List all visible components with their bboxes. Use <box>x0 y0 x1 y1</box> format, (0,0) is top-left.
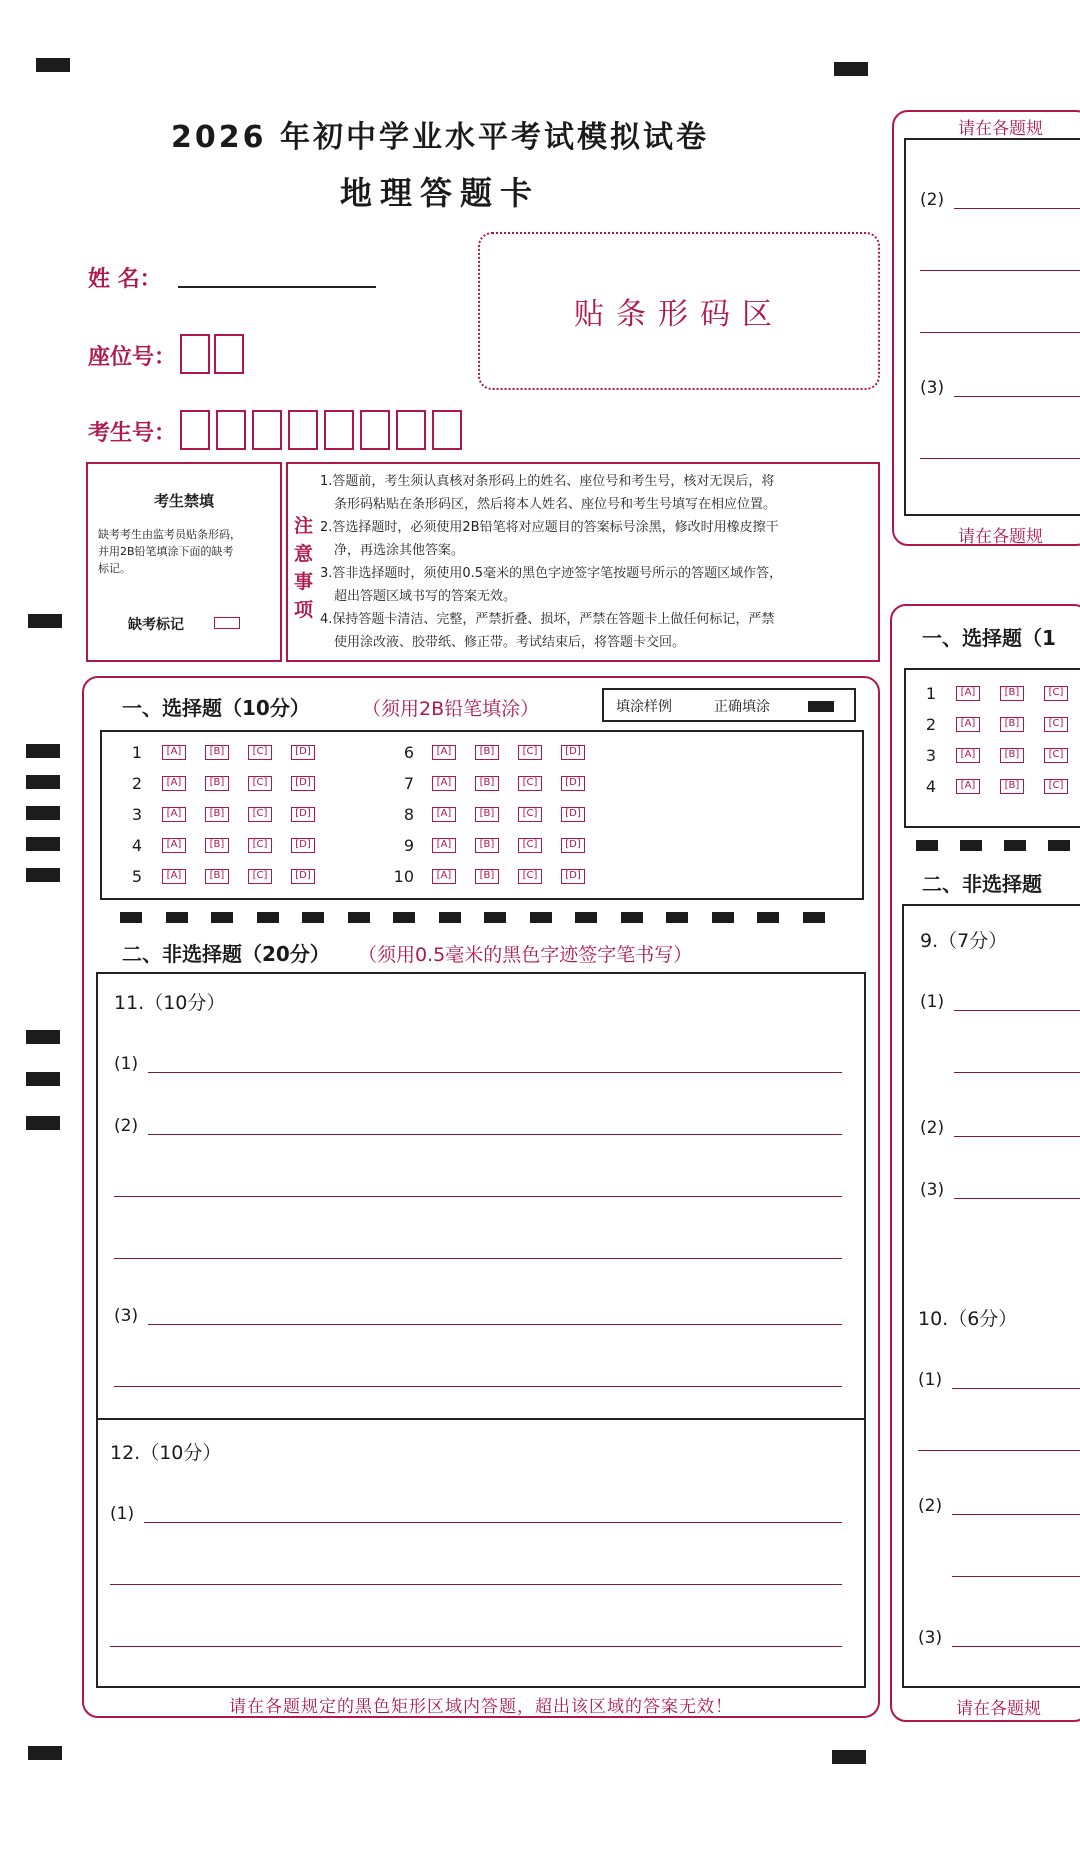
answer-line[interactable] <box>954 396 1080 397</box>
timing-dash <box>484 912 506 923</box>
q4-option-a[interactable]: [A] <box>162 838 186 853</box>
q12-part1-line[interactable] <box>144 1522 842 1523</box>
timing-dash <box>257 912 279 923</box>
id-digit-box[interactable] <box>360 410 390 450</box>
answer-line[interactable] <box>954 1136 1080 1137</box>
q2-option-d[interactable]: [D] <box>291 776 315 791</box>
id-digit-box[interactable] <box>324 410 354 450</box>
q2-option-c[interactable]: [C] <box>248 776 272 791</box>
q5-option-a[interactable]: [A] <box>162 869 186 884</box>
q5-number: 5 <box>131 867 142 886</box>
q10-part3-label: (3) <box>918 1628 943 1648</box>
id-digit-box[interactable] <box>432 410 462 450</box>
timing-dash <box>302 912 324 923</box>
q9-part2-label: (2) <box>920 1118 945 1138</box>
q10-number: 10 <box>393 867 414 886</box>
q11-part2-line[interactable] <box>148 1134 842 1135</box>
right-top-footer: 请在各题规 <box>958 527 1043 547</box>
right-q2-option-b[interactable]: [B] <box>1000 717 1024 732</box>
q7-option-d[interactable]: [D] <box>561 776 585 791</box>
q9-head: 9.（7分） <box>920 930 1008 952</box>
timing-dash <box>211 912 233 923</box>
exam-title: 2026 年初中学业水平考试模拟试卷 <box>171 120 709 155</box>
answer-line[interactable] <box>952 1576 1080 1577</box>
q10-option-c[interactable]: [C] <box>518 869 542 884</box>
id-digit-box[interactable] <box>396 410 426 450</box>
q9-option-b[interactable]: [B] <box>475 838 499 853</box>
q2-number: 2 <box>131 774 142 793</box>
q4-option-b[interactable]: [B] <box>205 838 229 853</box>
name-label: 姓 名： <box>88 267 162 292</box>
q10-option-b[interactable]: [B] <box>475 869 499 884</box>
answer-line[interactable] <box>110 1584 842 1585</box>
q11-q12-box <box>96 972 866 1688</box>
answer-line[interactable] <box>114 1196 842 1197</box>
q1-number: 1 <box>131 743 142 762</box>
right-top-header: 请在各题规 <box>958 119 1043 139</box>
q9-part1-label: (1) <box>920 992 945 1012</box>
q12-part1-label: (1) <box>110 1504 135 1524</box>
timing-dash <box>166 912 188 923</box>
timing-mark <box>28 1746 62 1760</box>
footer-warning: 请在各题规定的黑色矩形区域内答题，超出该区域的答案无效！ <box>229 1697 733 1717</box>
answer-line[interactable] <box>954 1072 1080 1073</box>
q6-option-b[interactable]: [B] <box>475 745 499 760</box>
timing-mark <box>26 806 60 820</box>
right-q3-option-a[interactable]: [A] <box>956 748 980 763</box>
timing-dash <box>393 912 415 923</box>
right-footer: 请在各题规 <box>956 1699 1041 1719</box>
answer-line[interactable] <box>952 1388 1080 1389</box>
answer-line[interactable] <box>114 1386 842 1387</box>
absent-box <box>86 462 282 662</box>
q9-option-c[interactable]: [C] <box>518 838 542 853</box>
q11-part3-label: (3) <box>114 1306 139 1326</box>
timing-dash <box>439 912 461 923</box>
timing-dash <box>666 912 688 923</box>
timing-dash <box>1048 840 1070 851</box>
q2-option-b[interactable]: [B] <box>205 776 229 791</box>
candidate-id-label: 考生号： <box>88 421 177 446</box>
timing-dash <box>575 912 597 923</box>
timing-dash <box>757 912 779 923</box>
seat-digit-box[interactable] <box>214 334 244 374</box>
q1-option-a[interactable]: [A] <box>162 745 186 760</box>
timing-mark <box>26 744 60 758</box>
name-field[interactable] <box>178 268 376 288</box>
correct-fill-label: 正确填涂 <box>714 699 770 715</box>
answer-sheet-title: 地理答题卡 <box>339 174 540 212</box>
q6-option-a[interactable]: [A] <box>432 745 456 760</box>
right-q2-option-c[interactable]: [C] <box>1044 717 1068 732</box>
right-q3-number: 3 <box>925 746 936 765</box>
answer-line[interactable] <box>954 1010 1080 1011</box>
q3-option-a[interactable]: [A] <box>162 807 186 822</box>
answer-line[interactable] <box>114 1258 842 1259</box>
q3-number: 3 <box>131 805 142 824</box>
q8-number: 8 <box>403 805 414 824</box>
section1-title: 一、选择题（10分） <box>122 696 310 720</box>
timing-dash <box>621 912 643 923</box>
timing-mark <box>26 1072 60 1086</box>
q10-part2-label: (2) <box>918 1496 943 1516</box>
q8-option-a[interactable]: [A] <box>432 807 456 822</box>
seat-label: 座位号： <box>88 345 177 370</box>
id-digit-box[interactable] <box>216 410 246 450</box>
q5-option-d[interactable]: [D] <box>291 869 315 884</box>
q3-option-d[interactable]: [D] <box>291 807 315 822</box>
right-q2-number: 2 <box>925 715 936 734</box>
section2-title: 二、非选择题（20分） <box>122 942 330 966</box>
timing-mark <box>26 1116 60 1130</box>
answer-line[interactable] <box>954 1198 1080 1199</box>
q1-option-d[interactable]: [D] <box>291 745 315 760</box>
right-q4-option-b[interactable]: [B] <box>1000 779 1024 794</box>
right-section1-title: 一、选择题（1 <box>922 626 1056 650</box>
notice-box <box>286 462 880 662</box>
right-q3-option-c[interactable]: [C] <box>1044 748 1068 763</box>
answer-line[interactable] <box>920 270 1080 271</box>
q6-option-d[interactable]: [D] <box>561 745 585 760</box>
notice-heading: 注 意 事 项 <box>294 515 314 621</box>
q10-option-d[interactable]: [D] <box>561 869 585 884</box>
answer-line[interactable] <box>952 1514 1080 1515</box>
q10-option-a[interactable]: [A] <box>432 869 456 884</box>
timing-mark <box>834 62 868 76</box>
right-q3-option-b[interactable]: [B] <box>1000 748 1024 763</box>
q4-option-d[interactable]: [D] <box>291 838 315 853</box>
q5-option-c[interactable]: [C] <box>248 869 272 884</box>
section1-note: （须用2B铅笔填涂） <box>362 698 540 720</box>
right-q1-option-c[interactable]: [C] <box>1044 686 1068 701</box>
right-q1-number: 1 <box>925 684 936 703</box>
timing-mark <box>28 614 62 628</box>
q12-head: 12.（10分） <box>110 1442 222 1464</box>
timing-mark <box>26 1030 60 1044</box>
q9-option-a[interactable]: [A] <box>432 838 456 853</box>
timing-mark <box>26 775 60 789</box>
absent-mark-box[interactable] <box>214 617 240 629</box>
answer-line[interactable] <box>920 332 1080 333</box>
answer-line[interactable] <box>110 1646 842 1647</box>
timing-dash <box>712 912 734 923</box>
q11-part1-line[interactable] <box>148 1072 842 1073</box>
q11-part1-label: (1) <box>114 1054 139 1074</box>
right-q1-option-a[interactable]: [A] <box>956 686 980 701</box>
id-digit-box[interactable] <box>252 410 282 450</box>
sample-label: 填涂样例 <box>616 699 672 715</box>
right-q4-option-c[interactable]: [C] <box>1044 779 1068 794</box>
q6-option-c[interactable]: [C] <box>518 745 542 760</box>
barcode-area: 贴条形码区 <box>478 232 880 390</box>
q6-number: 6 <box>403 743 414 762</box>
section2-note: （须用0.5毫米的黑色字迹签字笔书写） <box>358 944 693 966</box>
q3-option-c[interactable]: [C] <box>248 807 272 822</box>
id-digit-box[interactable] <box>180 410 210 450</box>
timing-mark <box>26 837 60 851</box>
q9-part3-label: (3) <box>920 1180 945 1200</box>
timing-mark <box>832 1750 866 1764</box>
timing-mark <box>26 868 60 882</box>
timing-dash <box>916 840 938 851</box>
right-part2-label: (2) <box>920 190 945 210</box>
right-q1-option-b[interactable]: [B] <box>1000 686 1024 701</box>
answer-line[interactable] <box>952 1646 1080 1647</box>
answer-line[interactable] <box>920 458 1080 459</box>
timing-mark <box>36 58 70 72</box>
q4-option-c[interactable]: [C] <box>248 838 272 853</box>
timing-dash <box>530 912 552 923</box>
id-digit-box[interactable] <box>288 410 318 450</box>
absent-box-title: 考生禁填 <box>153 492 214 510</box>
q9-option-d[interactable]: [D] <box>561 838 585 853</box>
q4-number: 4 <box>131 836 142 855</box>
q1-option-c[interactable]: [C] <box>248 745 272 760</box>
right-q2-option-a[interactable]: [A] <box>956 717 980 732</box>
q8-option-c[interactable]: [C] <box>518 807 542 822</box>
q8-option-d[interactable]: [D] <box>561 807 585 822</box>
q11-part2-label: (2) <box>114 1116 139 1136</box>
timing-dash <box>1004 840 1026 851</box>
q8-option-b[interactable]: [B] <box>475 807 499 822</box>
right-part3-label: (3) <box>920 378 945 398</box>
q7-number: 7 <box>403 774 414 793</box>
right-section2-title: 二、非选择题 <box>922 872 1042 896</box>
q7-option-b[interactable]: [B] <box>475 776 499 791</box>
answer-line[interactable] <box>918 1450 1080 1451</box>
timing-dash <box>803 912 825 923</box>
filled-sample-mark <box>808 701 834 712</box>
q10-head: 10.（6分） <box>918 1308 1018 1330</box>
q10-part1-label: (1) <box>918 1370 943 1390</box>
q7-option-c[interactable]: [C] <box>518 776 542 791</box>
timing-dash <box>120 912 142 923</box>
q7-option-a[interactable]: [A] <box>432 776 456 791</box>
q-divider <box>96 1418 866 1420</box>
q9-number: 9 <box>403 836 414 855</box>
q11-part3-line[interactable] <box>148 1324 842 1325</box>
right-q4-option-a[interactable]: [A] <box>956 779 980 794</box>
q2-option-a[interactable]: [A] <box>162 776 186 791</box>
absent-mark-label: 缺考标记 <box>128 617 184 633</box>
q1-option-b[interactable]: [B] <box>205 745 229 760</box>
timing-dash <box>348 912 370 923</box>
q5-option-b[interactable]: [B] <box>205 869 229 884</box>
right-nonmc-box <box>902 904 1080 1688</box>
q11-head: 11.（10分） <box>114 992 226 1014</box>
right-q4-number: 4 <box>925 777 936 796</box>
notice-text: 1.答题前，考生须认真核对条形码上的姓名、座位号和考生号，核对无误后，将 条形码粘贴在条形码区，然后将本人姓名、座位号和考生号填写在相应位置。 2.答选择题时，必须使用2B铅笔将对应题目的答案标号涂黑，修改时用橡皮擦干 净，再选涂其他答案。 3.答非选择题时，须使用0.5毫米的黑色字迹签字笔按题号所示的答题区域作答， 超出答题区域书写的答案无效。 4.保持答题卡清洁、完整，严禁折叠、损坏，严禁在答题卡上做任何标记，严禁 使用涂改液、胶带纸、修正带。考试结束后，将答题卡交回。 <box>320 474 783 650</box>
fill-sample-box <box>602 688 856 722</box>
absent-box-text: 缺考考生由监考员贴条形码， 并用2B铅笔填涂下面的缺考 标记。 <box>98 528 241 575</box>
answer-line[interactable] <box>954 208 1080 209</box>
timing-dash <box>960 840 982 851</box>
q3-option-b[interactable]: [B] <box>205 807 229 822</box>
seat-digit-box[interactable] <box>180 334 210 374</box>
